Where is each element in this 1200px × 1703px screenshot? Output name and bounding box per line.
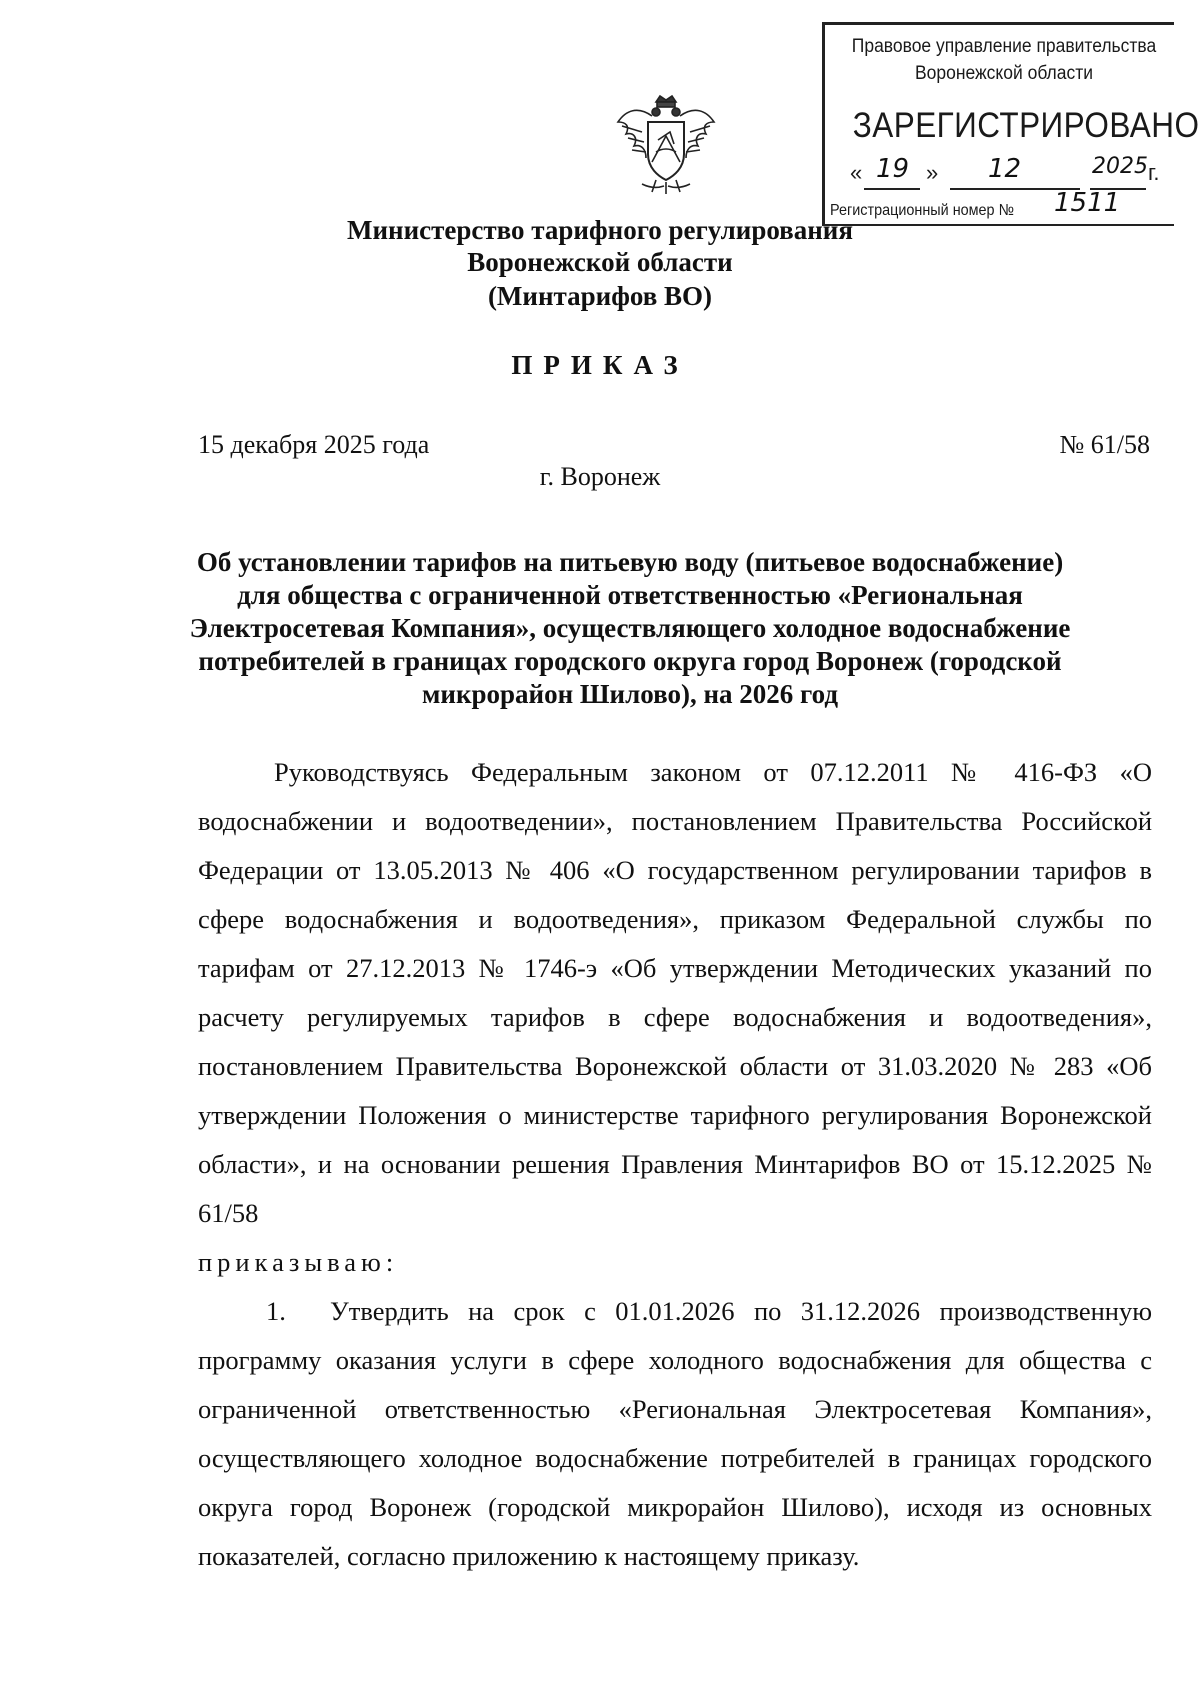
stamp-close-quote: »: [926, 160, 939, 185]
stamp-open-quote: «: [850, 160, 863, 185]
ministry-name-line1: Министерство тарифного регулирования: [347, 215, 853, 245]
order-date: 15 декабря 2025 года: [198, 430, 430, 459]
stamp-year: 2025: [1092, 154, 1148, 179]
stamp-authority-line2: Воронежской области: [914, 63, 1093, 84]
stamp-month: 12: [988, 154, 1022, 184]
stamp-border: [822, 22, 1174, 25]
stamp-registered-label: ЗАРЕГИСТРИРОВАНО: [852, 106, 1200, 145]
registration-stamp: [822, 22, 1200, 228]
item-number: 1.: [266, 1296, 286, 1326]
stamp-reg-number-label: Регистрационный номер №: [830, 202, 1015, 219]
preamble-paragraph: Руководствуясь Федеральным законом от 07.12.2011 № 416-ФЗ «О водоснабжении и водоотведении», постановлением Правительства Российской Федерации от 13.05.2013 № 406 «О государственном регулировании тарифов в сфере водоснабжения и водоотведения», приказом Федеральной службы по тарифам от 27.12.2013 № 1746-э «Об утверждении Методических указаний по расчету регулируемых тарифов в сфере водоснабжения и водоотведения», постановлением Правительства Воронежской области от 31.03.2020 № 283 «Об утверждении Положения о министерстве тарифного регулирования Воронежской области», и на основании решения Правления Минтарифов ВО от 15.12.2025 № 61/58: [198, 757, 1152, 1228]
ministry-abbreviation: (Минтарифов ВО): [487, 281, 713, 311]
stamp-authority-line1: Правовое управление правительства: [851, 36, 1157, 57]
stamp-day: 19: [876, 154, 910, 184]
stamp-reg-number: 1511: [1054, 188, 1121, 218]
item-text: Утвердить на срок с 01.01.2026 по 31.12.2026 производственную программу оказания услуги в сфере холодного водоснабжения для общества с ограниченной ответственностью «Региональная Электросетевая Компания», осуществляющего холодное водоснабжение потребителей в границах городского округа город Воронеж (городской микрорайон Шилово), исходя из основных показателей, согласно приложению к настоящему приказу.: [198, 1296, 1152, 1571]
order-number: № 61/58: [1059, 430, 1150, 459]
stamp-border: [822, 22, 825, 226]
order-subject: Об установлении тарифов на питьевую воду (питьевое водоснабжение) для общества с ограниченной ответственностью «Региональная Электросетевая Компания», осуществляющего холодное водоснабжение потребителей в границах городского округа город Воронеж (городской микрорайон Шилово), на 2026 год: [189, 547, 1071, 709]
coat-of-arms-icon: [612, 92, 720, 198]
document-type: ПРИКАЗ: [511, 350, 689, 380]
ministry-name-line2: Воронежской области: [467, 247, 733, 277]
stamp-year-suffix: г.: [1148, 160, 1160, 185]
order-body: [198, 748, 1152, 1581]
order-item-1: [198, 1287, 1152, 1581]
order-city: г. Воронеж: [539, 462, 661, 491]
order-word: приказываю:: [198, 1247, 399, 1277]
stamp-date: [850, 154, 1172, 194]
